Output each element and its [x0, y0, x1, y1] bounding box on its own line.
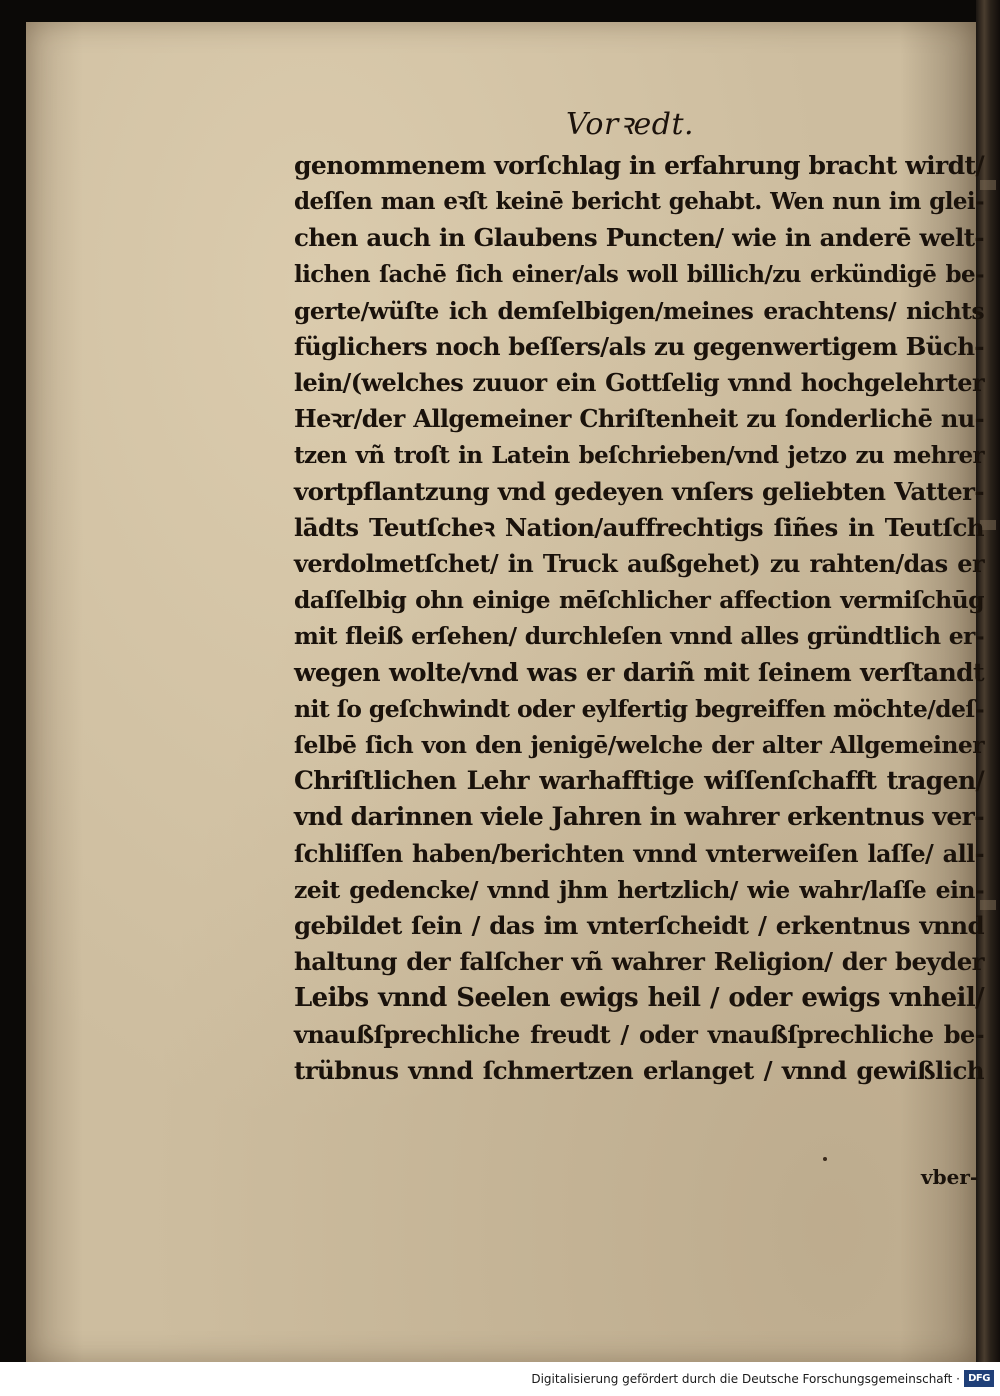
- text-line: tzen vñ troſt in Latein beſchrieben/vnd jetzo zu mehrer: [294, 441, 984, 469]
- text-line: lein/(welches zuuor ein Gottſelig vnnd hochgelehrter: [294, 368, 984, 398]
- text-line: genommenem vorſchlag in erfahrung bracht wirdt/: [294, 151, 984, 180]
- running-header: Vorꝛedt.: [566, 107, 695, 142]
- text-line: haltung der falſcher vñ wahrer Religion/ der beyder: [294, 947, 984, 977]
- text-line: trübnus vnnd ſchmertzen erlanget / vnnd gewißlich: [294, 1055, 984, 1085]
- funding-credit: Digitalisierung gefördert durch die Deutsche Forschungsgemeinschaft ·: [531, 1372, 960, 1386]
- text-line: mit fleiß erſehen/ durchleſen vnnd alles gründtlich er‑: [294, 622, 984, 651]
- dfg-logo: DFG: [964, 1370, 994, 1387]
- text-line: gerte/wüſte ich demſelbigen/meines erachtens/ nichts: [294, 296, 984, 325]
- text-line: Heꝛr/der Allgemeiner Chriſtenheit zu ſonderlichē nu‑: [294, 404, 984, 434]
- text-line: deſſen man eꝛſt keinē bericht gehabt. Wen nun im glei‑: [294, 188, 984, 216]
- catchword: vber‑: [921, 1165, 979, 1189]
- text-line: füglichers noch beſſers/als zu gegenwertigem Büch‑: [294, 331, 984, 361]
- text-line: ſelbē ſich von den jenigē/welche der alter Allgemeiner: [294, 731, 984, 759]
- text-line: chen auch in Glaubens Puncten/ wie in anderē welt‑: [294, 223, 984, 253]
- text-line: zeit gedencke/ vnnd jhm hertzlich/ wie wahr/laſſe ein‑: [294, 875, 984, 904]
- text-line: vnaußſprechliche freudt / oder vnaußſprechliche be‑: [294, 1019, 984, 1049]
- text-line: lichen ſachē ſich einer/als woll billich/zu erkündigē be‑: [294, 260, 984, 288]
- text-line: lādts Teutſcheꝛ Nation/auffrechtigs ſiñes in Teutſch: [294, 512, 984, 542]
- text-line: wegen wolte/vnd was er dariñ mit ſeinem verſtandt: [294, 657, 984, 687]
- text-line: vortpflantzung vnd gedeyen vnſers geliebten Vatter‑: [294, 476, 984, 506]
- text-line: Leibs vnnd Seelen ewigs heil / oder ewigs vnheil/: [294, 983, 984, 1014]
- text-line: verdolmetſchet/ in Truck außgehet) zu rahten/das er: [294, 549, 984, 579]
- text-line: nit ſo geſchwindt oder eylfertig begreiffen möchte/deſ‑: [294, 694, 984, 723]
- text-line: daſſelbig ohn einige mēſchlicher affection vermiſchūg: [294, 586, 984, 615]
- body-text: [294, 148, 984, 1089]
- text-line: ſchliſſen haben/berichten vnnd vnterweiſen laſſe/ all‑: [294, 838, 984, 868]
- text-line: vnd darinnen viele Jahren in wahrer erkentnus ver‑: [294, 802, 984, 832]
- digitization-footer: [0, 1362, 1000, 1396]
- ink-speck: [823, 1157, 827, 1161]
- book-page: [26, 22, 984, 1362]
- text-line: gebildet ſein / das im vnterſcheidt / erkentnus vnnd: [294, 910, 984, 940]
- text-line: Chriſtlichen Lehr warhafftige wiſſenſchafft tragen/: [294, 766, 984, 796]
